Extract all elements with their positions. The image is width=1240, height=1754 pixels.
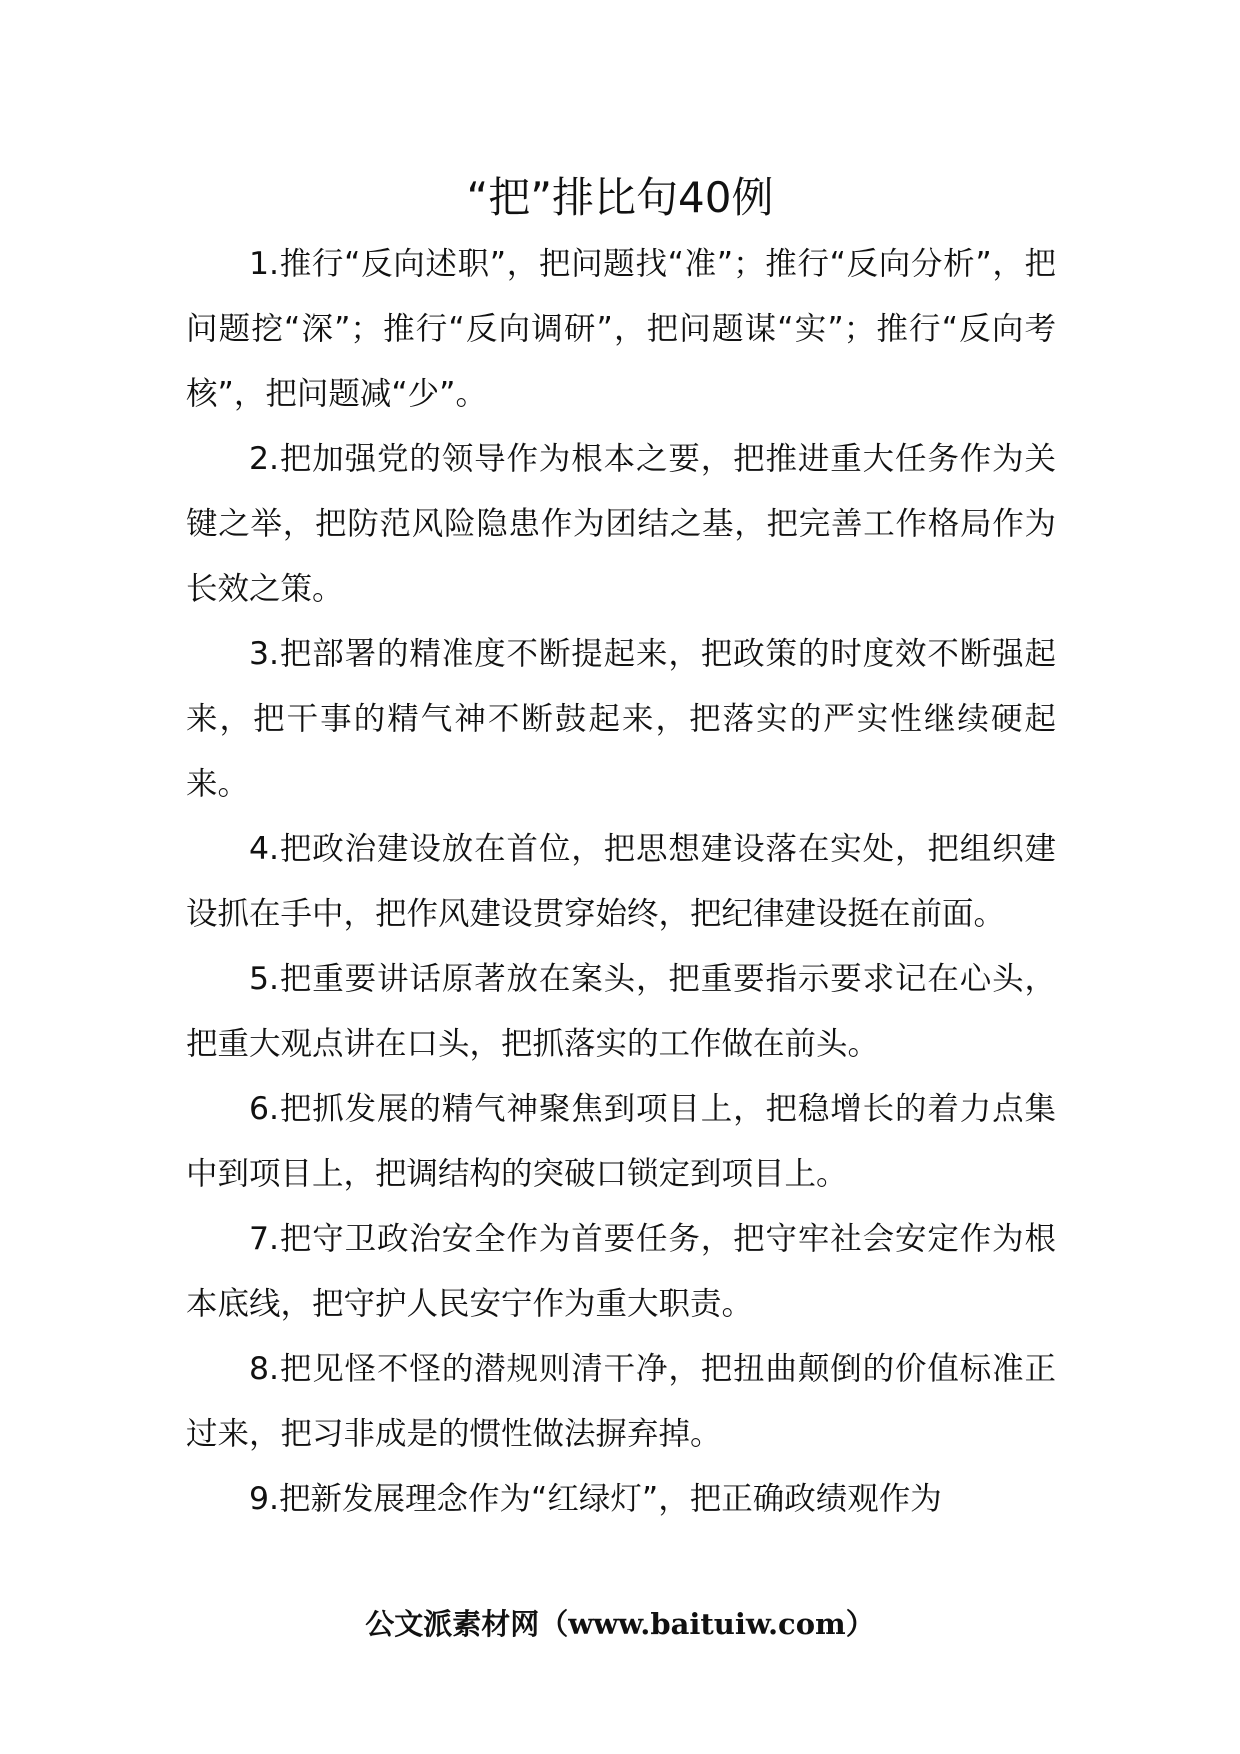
paragraph-8: 8.把见怪不怪的潜规则清干净，把扭曲颠倒的价值标准正过来，把习非成是的惯性做法摒弃掉。 [186,1351,1056,1452]
paragraph-1: 1.推行“反向述职”，把问题找“准”；推行“反向分析”，把问题挖“深”；推行“反向调研”，把问题谋“实”；推行“反向考核”，把问题减“少”。 [186,246,1056,412]
paragraph-9: 9.把新发展理念作为“红绿灯”，把正确政绩观作为 [249,1481,942,1517]
paragraph-4: 4.把政治建设放在首位，把思想建设落在实处，把组织建设抓在手中，把作风建设贯穿始终，把纪律建设挺在前面。 [186,831,1056,932]
document-title: “把”排比句40例 [466,173,774,222]
paragraph-6: 6.把抓发展的精气神聚焦到项目上，把稳增长的着力点集中到项目上，把调结构的突破口锁定到项目上。 [186,1091,1056,1192]
paragraph-2: 2.把加强党的领导作为根本之要，把推进重大任务作为关键之举，把防范风险隐患作为团结之基，把完善工作格局作为长效之策。 [186,441,1056,607]
page-footer: 公文派素材网（www.baituiw.com） [365,1607,875,1641]
paragraph-5: 5.把重要讲话原著放在案头，把重要指示要求记在心头，把重大观点讲在口头，把抓落实的工作做在前头。 [186,961,1056,1062]
document-body [186,232,1056,1532]
paragraph-7: 7.把守卫政治安全作为首要任务，把守牢社会安定作为根本底线，把守护人民安宁作为重大职责。 [186,1221,1056,1322]
paragraph-3: 3.把部署的精准度不断提起来，把政策的时度效不断强起来，把干事的精气神不断鼓起来，把落实的严实性继续硬起来。 [186,636,1056,802]
